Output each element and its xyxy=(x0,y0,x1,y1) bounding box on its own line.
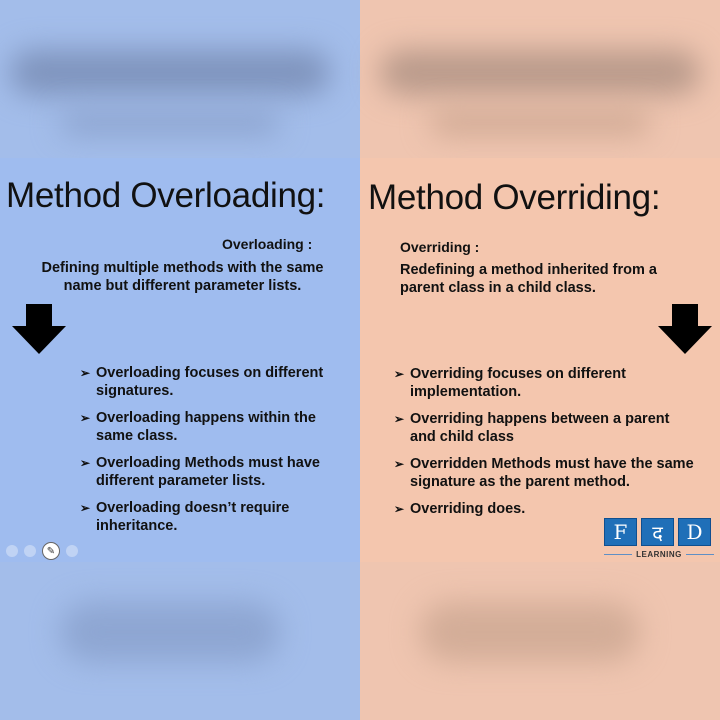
logo-caption: LEARNING xyxy=(636,550,682,559)
down-arrow-icon xyxy=(658,304,712,354)
blurred-background-top xyxy=(0,0,720,158)
prev-icon[interactable] xyxy=(6,545,18,557)
list-item: ➢ Overriding does. xyxy=(394,501,526,517)
menu-icon[interactable] xyxy=(66,545,78,557)
bullet-arrow-icon: ➢ xyxy=(394,412,405,426)
pen-icon[interactable]: ✎ xyxy=(42,542,60,560)
down-arrow-icon xyxy=(12,304,66,354)
overloading-label: Overloading : xyxy=(222,236,313,252)
slideshow-toolbar xyxy=(6,542,78,560)
overriding-label: Overriding : xyxy=(400,239,480,255)
list-item: ➢ Overloading Methods must have different parameter lists. xyxy=(80,455,320,489)
bullet-arrow-icon: ➢ xyxy=(394,502,405,516)
overloading-panel xyxy=(0,158,360,562)
bullet-arrow-icon: ➢ xyxy=(80,501,91,515)
list-item: ➢ Overriding happens between a parent and child class xyxy=(394,411,670,445)
overloading-definition: Defining multiple methods with the same name but different parameter lists. xyxy=(41,260,324,294)
list-item: ➢ Overriding focuses on different implementation. xyxy=(394,366,626,400)
overriding-panel xyxy=(360,158,720,562)
bullet-arrow-icon: ➢ xyxy=(80,366,91,380)
list-item: ➢ Overridden Methods must have the same signature as the parent method. xyxy=(394,456,694,490)
logo-letter: द xyxy=(641,518,674,546)
overriding-title: Method Overriding: xyxy=(368,178,661,217)
next-icon[interactable] xyxy=(24,545,36,557)
logo-letter: D xyxy=(678,518,711,546)
bullet-arrow-icon: ➢ xyxy=(394,367,405,381)
overloading-bullet-list xyxy=(80,364,340,544)
overriding-definition: Redefining a method inherited from a parent class in a child class. xyxy=(400,262,657,296)
bullet-arrow-icon: ➢ xyxy=(80,456,91,470)
slide xyxy=(0,158,720,562)
logo-letter: F xyxy=(604,518,637,546)
overloading-title: Method Overloading: xyxy=(6,176,326,215)
list-item: ➢ Overloading happens within the same class. xyxy=(80,410,316,444)
blurred-background-bottom xyxy=(0,562,720,720)
overriding-bullet-list xyxy=(394,365,694,527)
fd-learning-logo xyxy=(604,518,714,559)
list-item: ➢ Overloading doesn’t require inheritance. xyxy=(80,500,290,534)
list-item: ➢ Overloading focuses on different signatures. xyxy=(80,365,324,399)
bullet-arrow-icon: ➢ xyxy=(394,457,405,471)
bullet-arrow-icon: ➢ xyxy=(80,411,91,425)
